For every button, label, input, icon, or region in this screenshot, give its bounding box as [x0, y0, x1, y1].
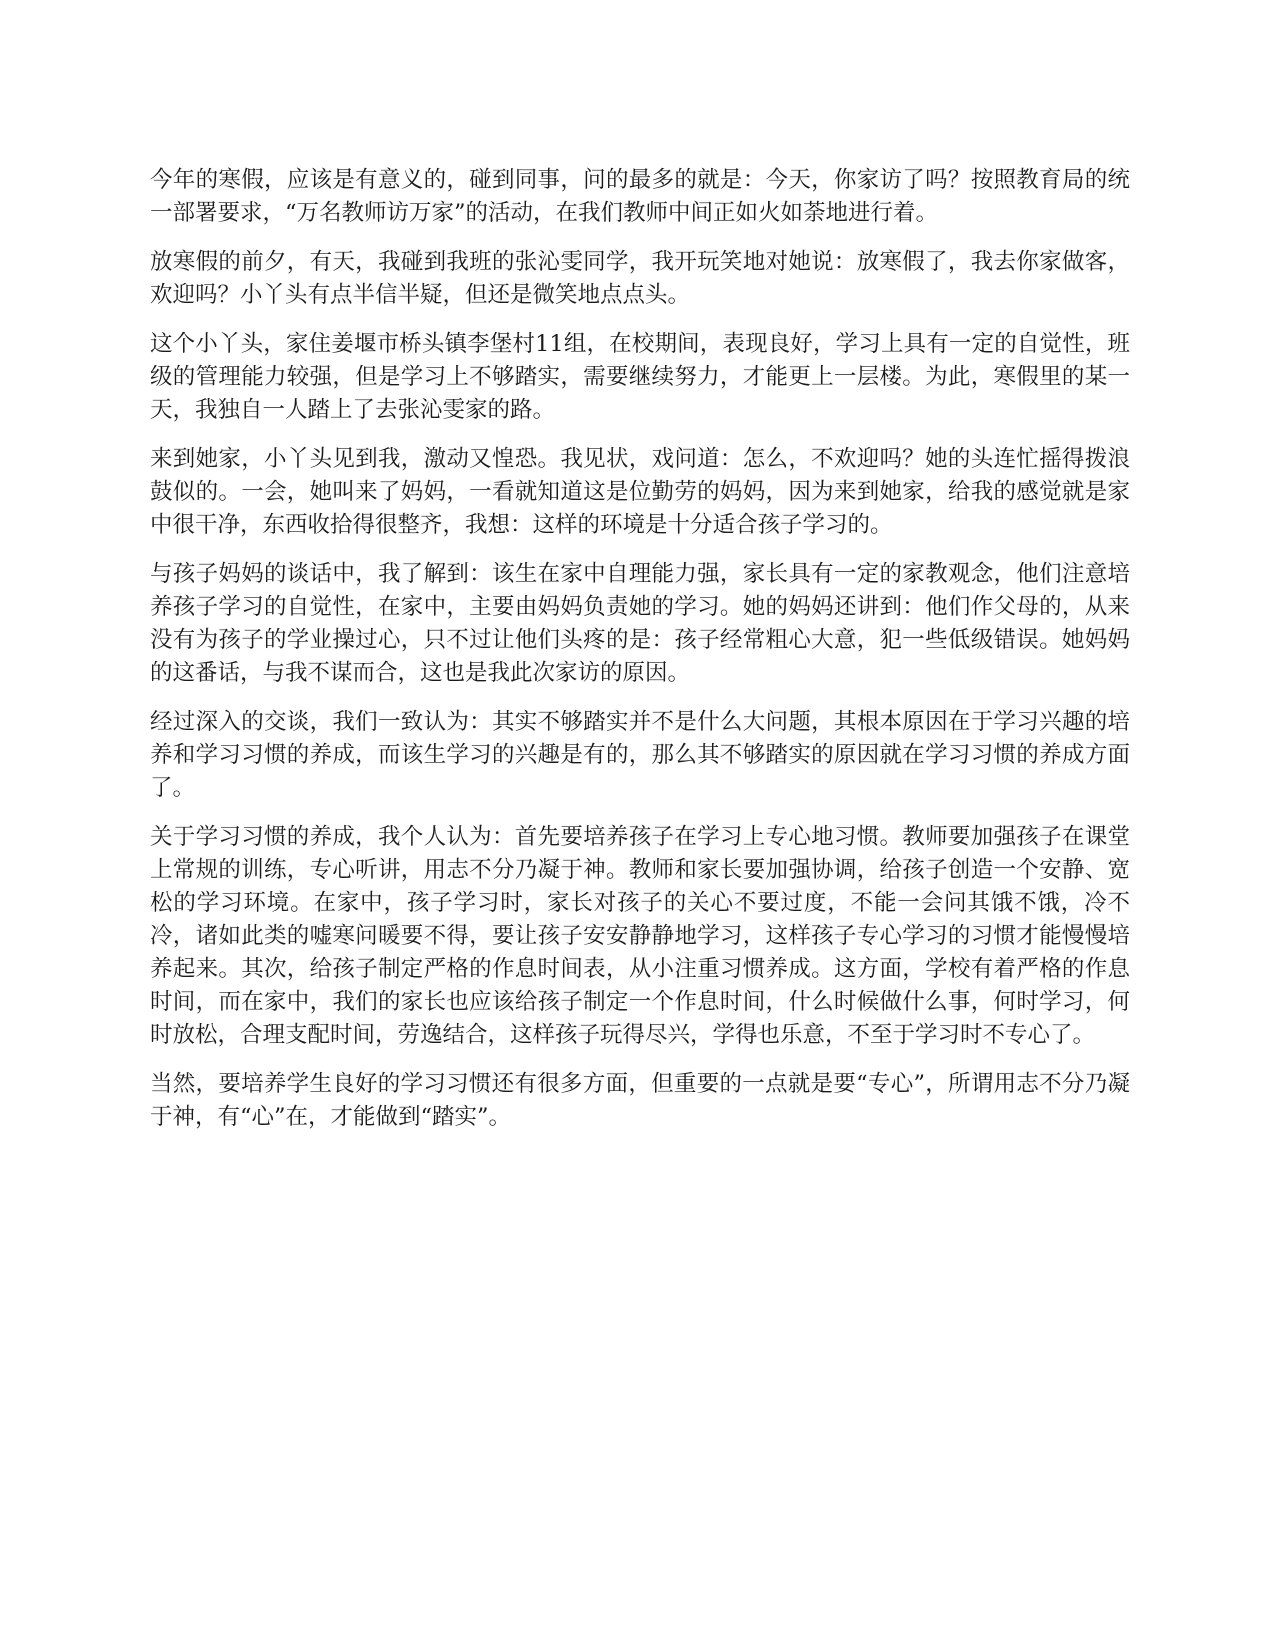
- paragraph: 当然，要培养学生良好的学习习惯还有很多方面，但重要的一点就是要“专心”，所谓用志不分乃凝于神，有“心”在，才能做到“踏实”。: [150, 1071, 1130, 1130]
- paragraph: 与孩子妈妈的谈话中，我了解到：该生在家中自理能力强，家长具有一定的家教观念，他们注意培养孩子学习的自觉性，在家中，主要由妈妈负责她的学习。她的妈妈还讲到：他们作父母的，从来没有为孩子的学业操过心，只不过让他们头疼的是：孩子经常粗心大意，犯一些低级错误。她妈妈的这番话，与我不谋而合，这也是我此次家访的原因。: [150, 561, 1130, 686]
- paragraph: 关于学习习惯的养成，我个人认为：首先要培养孩子在学习上专心地习惯。教师要加强孩子在课堂上常规的训练，专心听讲，用志不分乃凝于神。教师和家长要加强协调，给孩子创造一个安静、宽松的学习环境。在家中，孩子学习时，家长对孩子的关心不要过度，不能一会问其饿不饿，冷不冷，诸如此类的嘘寒问暖要不得，要让孩子安安静静地学习，这样孩子专心学习的习惯才能慢慢培养起来。其次，给孩子制定严格的作息时间表，从小注重习惯养成。这方面，学校有着严格的作息时间，而在家中，我们的家长也应该给孩子制定一个作息时间，什么时候做什么事，何时学习，何时放松，合理支配时间，劳逸结合，这样孩子玩得尽兴，学得也乐意，不至于学习时不专心了。: [150, 824, 1130, 1048]
- document-body: [150, 164, 1130, 1150]
- paragraph: 今年的寒假，应该是有意义的，碰到同事，问的最多的就是：今天，你家访了吗？按照教育局的统一部署要求，“万名教师访万家”的活动，在我们教师中间正如火如荼地进行着。: [150, 167, 1130, 226]
- paragraph: 经过深入的交谈，我们一致认为：其实不够踏实并不是什么大问题，其根本原因在于学习兴趣的培养和学习习惯的养成，而该生学习的兴趣是有的，那么其不够踏实的原因就在学习习惯的养成方面了。: [150, 709, 1130, 801]
- paragraph: 这个小丫头，家住姜堰市桥头镇李堡村11组，在校期间，表现良好，学习上具有一定的自觉性，班级的管理能力较强，但是学习上不够踏实，需要继续努力，才能更上一层楼。为此，寒假里的某一天，我独自一人踏上了去张沁雯家的路。: [150, 331, 1130, 423]
- paragraph: 来到她家，小丫头见到我，激动又惶恐。我见状，戏问道：怎么，不欢迎吗？她的头连忙摇得拨浪鼓似的。一会，她叫来了妈妈，一看就知道这是位勤劳的妈妈，因为来到她家，给我的感觉就是家中很干净，东西收拾得很整齐，我想：这样的环境是十分适合孩子学习的。: [150, 446, 1130, 538]
- paragraph: 放寒假的前夕，有天，我碰到我班的张沁雯同学，我开玩笑地对她说：放寒假了，我去你家做客，欢迎吗？小丫头有点半信半疑，但还是微笑地点点头。: [150, 249, 1130, 308]
